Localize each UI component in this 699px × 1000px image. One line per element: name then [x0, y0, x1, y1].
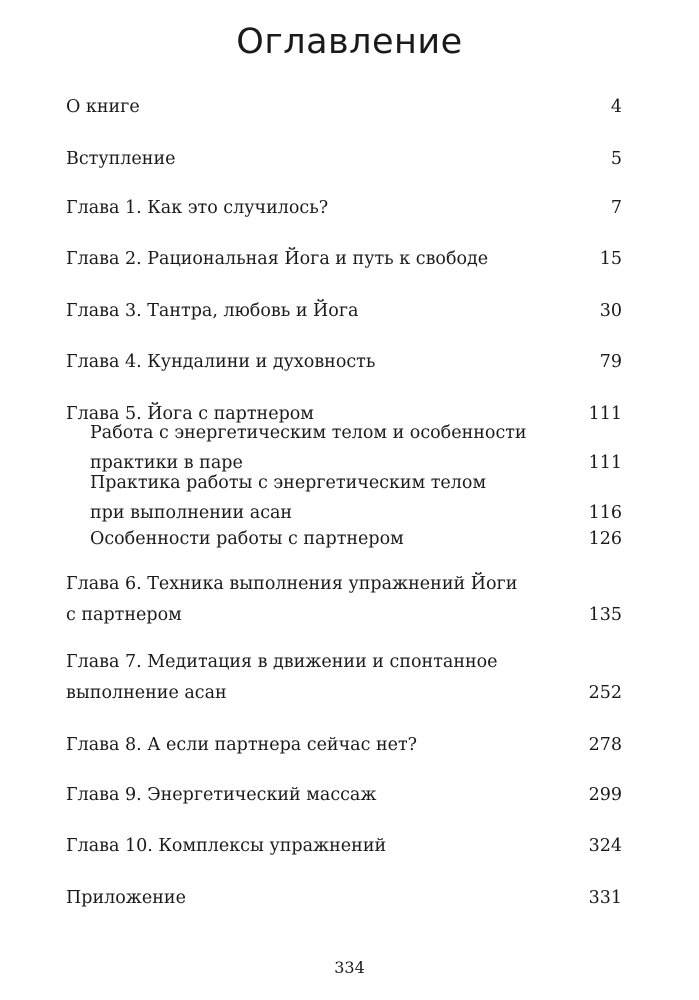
- toc-page-number: 111: [588, 453, 622, 473]
- toc-subentry-5-2[interactable]: [90, 496, 622, 524]
- page-title: Оглавление: [236, 22, 463, 62]
- toc-entry-label: О книге: [66, 97, 140, 117]
- toc-entry-chapter-3[interactable]: [66, 294, 622, 322]
- toc-page-number: 4: [610, 97, 622, 117]
- toc-entry-label: с партнером: [66, 605, 182, 625]
- toc-page-number: 116: [588, 503, 622, 523]
- dot-leader: [318, 397, 585, 419]
- toc-page-number: 126: [588, 529, 622, 549]
- toc-entry-label: при выполнении асан: [90, 503, 293, 523]
- toc-page-number: 331: [588, 888, 622, 908]
- toc-page-number: 30: [599, 301, 622, 321]
- toc-entry-label: Приложение: [66, 888, 186, 908]
- toc-entry-label: Глава 1. Как это случилось?: [66, 198, 329, 218]
- toc-page-number: 7: [610, 198, 622, 218]
- page-number: 334: [334, 958, 365, 977]
- toc-entry-label: Глава 5. Йога с партнером: [66, 404, 314, 424]
- toc-page-number: 15: [599, 249, 622, 269]
- toc-entry-about[interactable]: [66, 90, 622, 118]
- toc-entry-label: Вступление: [66, 149, 176, 169]
- toc-entry-label: Глава 9. Энергетический массаж: [66, 785, 377, 805]
- dot-leader: [492, 242, 596, 264]
- toc-entry-chapter-9[interactable]: [66, 778, 622, 806]
- toc-page-number: 299: [588, 785, 622, 805]
- toc-page-number: 252: [588, 683, 622, 703]
- toc-page-number: 5: [610, 149, 622, 169]
- toc-entry-label: Глава 4. Кундалини и духовность: [66, 352, 376, 372]
- dot-leader: [144, 90, 607, 112]
- dot-leader: [408, 522, 585, 544]
- toc-entry-label: Особенности работы с партнером: [90, 529, 404, 549]
- toc-subentry-5-1[interactable]: [90, 446, 622, 474]
- dot-leader: [362, 294, 595, 316]
- toc-entry-appendix[interactable]: [66, 881, 622, 909]
- dot-leader: [332, 191, 607, 213]
- dot-leader: [190, 881, 585, 903]
- dot-leader: [380, 778, 584, 800]
- toc-entry-chapter-6-line1[interactable]: Глава 6. Техника выполнения упражнений Йоги: [66, 574, 518, 594]
- toc-page-number: 79: [599, 352, 622, 372]
- toc-subentry-5-3[interactable]: [90, 522, 622, 550]
- toc-entry-chapter-8[interactable]: [66, 728, 622, 756]
- toc-entry-chapter-6[interactable]: [66, 598, 622, 626]
- toc-subentry-5-1-line1[interactable]: Работа с энергетическим телом и особенности: [90, 423, 527, 443]
- toc-entry-label: Глава 8. А если партнера сейчас нет?: [66, 735, 418, 755]
- toc-entry-chapter-7[interactable]: [66, 676, 622, 704]
- toc-entry-chapter-5[interactable]: [66, 397, 622, 425]
- toc-entry-label: практики в паре: [90, 453, 243, 473]
- toc-entry-chapter-10[interactable]: [66, 829, 622, 857]
- toc-entry-chapter-4[interactable]: [66, 345, 622, 373]
- toc-page-number: 135: [588, 605, 622, 625]
- dot-leader: [231, 676, 585, 698]
- dot-leader: [296, 496, 584, 518]
- toc-page-number: 324: [588, 836, 622, 856]
- dot-leader: [247, 446, 585, 468]
- toc-entry-chapter-2[interactable]: [66, 242, 622, 270]
- toc-entry-chapter-7-line1[interactable]: Глава 7. Медитация в движении и спонтанное: [66, 652, 498, 672]
- dot-leader: [179, 142, 606, 164]
- toc-entry-label: Глава 3. Тантра, любовь и Йога: [66, 301, 359, 321]
- toc-entry-label: Глава 2. Рациональная Йога и путь к свободе: [66, 249, 489, 269]
- dot-leader: [186, 598, 585, 620]
- toc-page-number: 111: [588, 404, 622, 424]
- toc-entry-label: выполнение асан: [66, 683, 227, 703]
- toc-entry-intro[interactable]: [66, 142, 622, 170]
- dot-leader: [379, 345, 595, 367]
- toc-entry-chapter-1[interactable]: [66, 191, 622, 219]
- dot-leader: [421, 728, 585, 750]
- toc-page-number: 278: [588, 735, 622, 755]
- toc-entry-label: Глава 10. Комплексы упражнений: [66, 836, 387, 856]
- toc-subentry-5-2-line1[interactable]: Практика работы с энергетическим телом: [90, 473, 487, 493]
- dot-leader: [390, 829, 584, 851]
